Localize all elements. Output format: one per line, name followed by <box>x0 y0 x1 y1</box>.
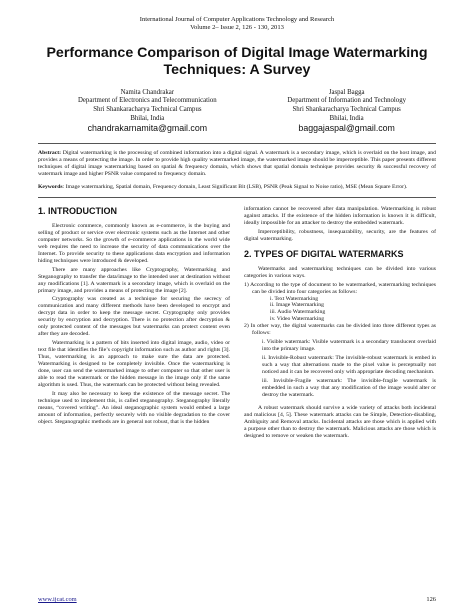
footer-url[interactable]: www.ijcat.com <box>38 596 77 603</box>
paper-title <box>38 45 436 79</box>
type-label: iii. Invisible-Fragile watermark <box>262 378 341 385</box>
type-label: ii. Invisible-Robust watermark <box>262 355 333 362</box>
journal-header <box>38 16 436 33</box>
title-line-2: Techniques: A Survey <box>163 61 311 78</box>
left-column <box>38 206 230 440</box>
author-dept: Department of Electronics and Telecommunication <box>78 97 217 105</box>
paragraph: Cryptography was created as a technique for securing the secrecy of communication and many different methods have been developed to encrypt and decrypt data in order to keep the message secret. Cryptography only provides security by encryption and decryption. There is no protection after decryption & only protected content of the messages but watermarks can protect content even after they are decoded. <box>38 296 230 338</box>
sub-list-item: i. Text Watermarking <box>270 295 319 302</box>
paragraph: Electronic commerce, commonly known as e-commerce, is the buying and selling of product or service over electronic systems such as the Internet and other computer networks. So the growth of e-commerce applications in the world wide web requires the need to increase the security of data communications over the Internet. To provide security to these applications data encryption and information hiding techniques were introduced & developed. <box>38 222 230 264</box>
abstract-label: Abstract: <box>38 150 62 157</box>
keywords-label: Keywords <box>38 184 63 190</box>
body-columns <box>38 206 436 440</box>
section-heading: 1. INTRODUCTION <box>38 205 118 216</box>
divider-top <box>38 143 436 144</box>
section-heading: 2. TYPES OF DIGITAL WATERMARKS <box>244 248 404 259</box>
author-1 <box>78 89 217 134</box>
paragraph: There are many approaches like Cryptography, Watermarking and Steganography to transfer the data/image to the intended user at destination without any modifications [1]. A watermark is a secondary image, which is overlaid on the primary image, and provides a means of protecting the image [2]. <box>38 266 230 294</box>
journal-name: International Journal of Computer Applications Technology and Research <box>139 16 335 23</box>
sub-list-item: iv. Video Watermarking <box>270 316 325 323</box>
author-city: Bhilai, India <box>329 114 364 122</box>
author-dept: Department of Information and Technology <box>287 97 406 105</box>
author-email[interactable]: baggajaspal@gmail.com <box>298 123 395 134</box>
author-name: Namita Chandrakar <box>120 88 175 96</box>
author-block <box>38 89 436 134</box>
author-inst: Shri Shankaracharya Technical Campus <box>93 106 202 113</box>
sub-list <box>244 296 436 324</box>
type-text: : The invisible-fragile watermark is embedded in such a way that any modification of the image would alter or destroy the watermark. <box>262 378 436 398</box>
author-city: Bhilai, India <box>130 114 165 122</box>
watermark-type <box>244 355 436 376</box>
list-item: 2) In other way, the digital watermarks can be divided into three different types as follows: <box>244 323 436 337</box>
sub-list-item: iii. Audio Watermarking <box>270 309 326 316</box>
abstract <box>38 150 436 178</box>
author-name: Jaspal Bagga <box>328 88 365 96</box>
paragraph: Watermarks and watermarking techniques can be divided into various categories in various ways. <box>244 265 436 279</box>
list-item: 1) According to the type of document to be watermarked, watermarking techniques can be divided into four categories as follows: <box>244 281 436 295</box>
divider-bottom <box>38 197 436 198</box>
keywords <box>38 184 436 191</box>
watermark-type <box>244 378 436 399</box>
type-text: : The invisible-robust watermark is embed in such a way that alternations made to the pixel value is perceptually not noticed and it can be recovered only with appropriate decoding mechanism. <box>262 355 436 376</box>
paragraph: A robust watermark should survive a wide variety of attacks both incidental and malicious [4, 5]. These watermark attacks can be Simple, Detection-disabling, Ambiguity and Removal attacks. Incidental attacks are those which is applied with a purpose other than to destroy the watermark. Malicious attacks are those which is designed to remove or weaken the watermark. <box>244 404 436 439</box>
type-label: i. Visible watermark <box>262 339 309 346</box>
author-email[interactable]: chandrakarnamita@gmail.com <box>87 123 208 134</box>
abstract-text: Digital watermarking is the processing of combined information into a digital signal. A watermark is a secondary image, which is overlaid on the host image, and provides a means of protecting the image. In order to provide high quality watermarked image, the watermarked image should be imperceptible. This paper presents different techniques of digital image watermarking based on spatial & frequency domain, which shows that spatial domain technique provides security & successful recovery of watermark image and higher PSNR value compared to frequency domain. <box>38 150 436 178</box>
title-line-1: Performance Comparison of Digital Image Watermarking <box>46 44 428 61</box>
author-inst: Shri Shankaracharya Technical Campus <box>292 106 401 113</box>
paragraph: Imperceptibility, robustness, insequarability, security, are the features of digital watermarking. <box>244 228 436 242</box>
page-footer <box>38 596 436 603</box>
page-number: 126 <box>426 596 436 603</box>
keywords-text: : Image watermarking, Spatial domain, Frequency domain, Least Significant Bit (LSB), PSNR (Peak Signal to Noise ratio), MSE (Mean Square Error). <box>62 184 408 190</box>
type-text: : Visible watermark is a secondary translucent overlaid into the primary image. <box>262 339 436 353</box>
author-2 <box>287 89 406 134</box>
paragraph: information cannot be recovered after data manipulation. Watermarking is robust against attacks. If the existence of the hidden information is known it is difficult, ideally impossible for an attacker to destroy the embedded watermark. <box>244 205 436 226</box>
sub-list-item: ii. Image Watermarking <box>270 302 324 309</box>
right-column <box>244 206 436 440</box>
watermark-type <box>244 339 436 353</box>
paragraph: It may also be necessary to keep the existence of the message secret. The technique used to implement this, is called steganography. Steganography literally means, “covered writing”. An ideal steganographic system would embed a large amount of information, perfectly securely with no visible degradation to the cover object. Steganographic methods are in general not robust, that is the hidden <box>38 390 230 425</box>
journal-volume: Volume 2– Issue 2, 126 - 130, 2013 <box>190 24 284 32</box>
paragraph: Watermarking is a pattern of bits inserted into digital image, audio, video or text file that identifies the file’s copyright information such as author and rights [3]. Thus, watermarking is an approach to make sure the data are protected. Watermarking is designed to be completely invisible. Once the watermarking is done, user can send the watermarked image to other computer so that other user is able to read the watermark or the hidden message in the image only if the same algorithm is used. Thus, the watermark can be protected without being revealed. <box>38 340 230 388</box>
